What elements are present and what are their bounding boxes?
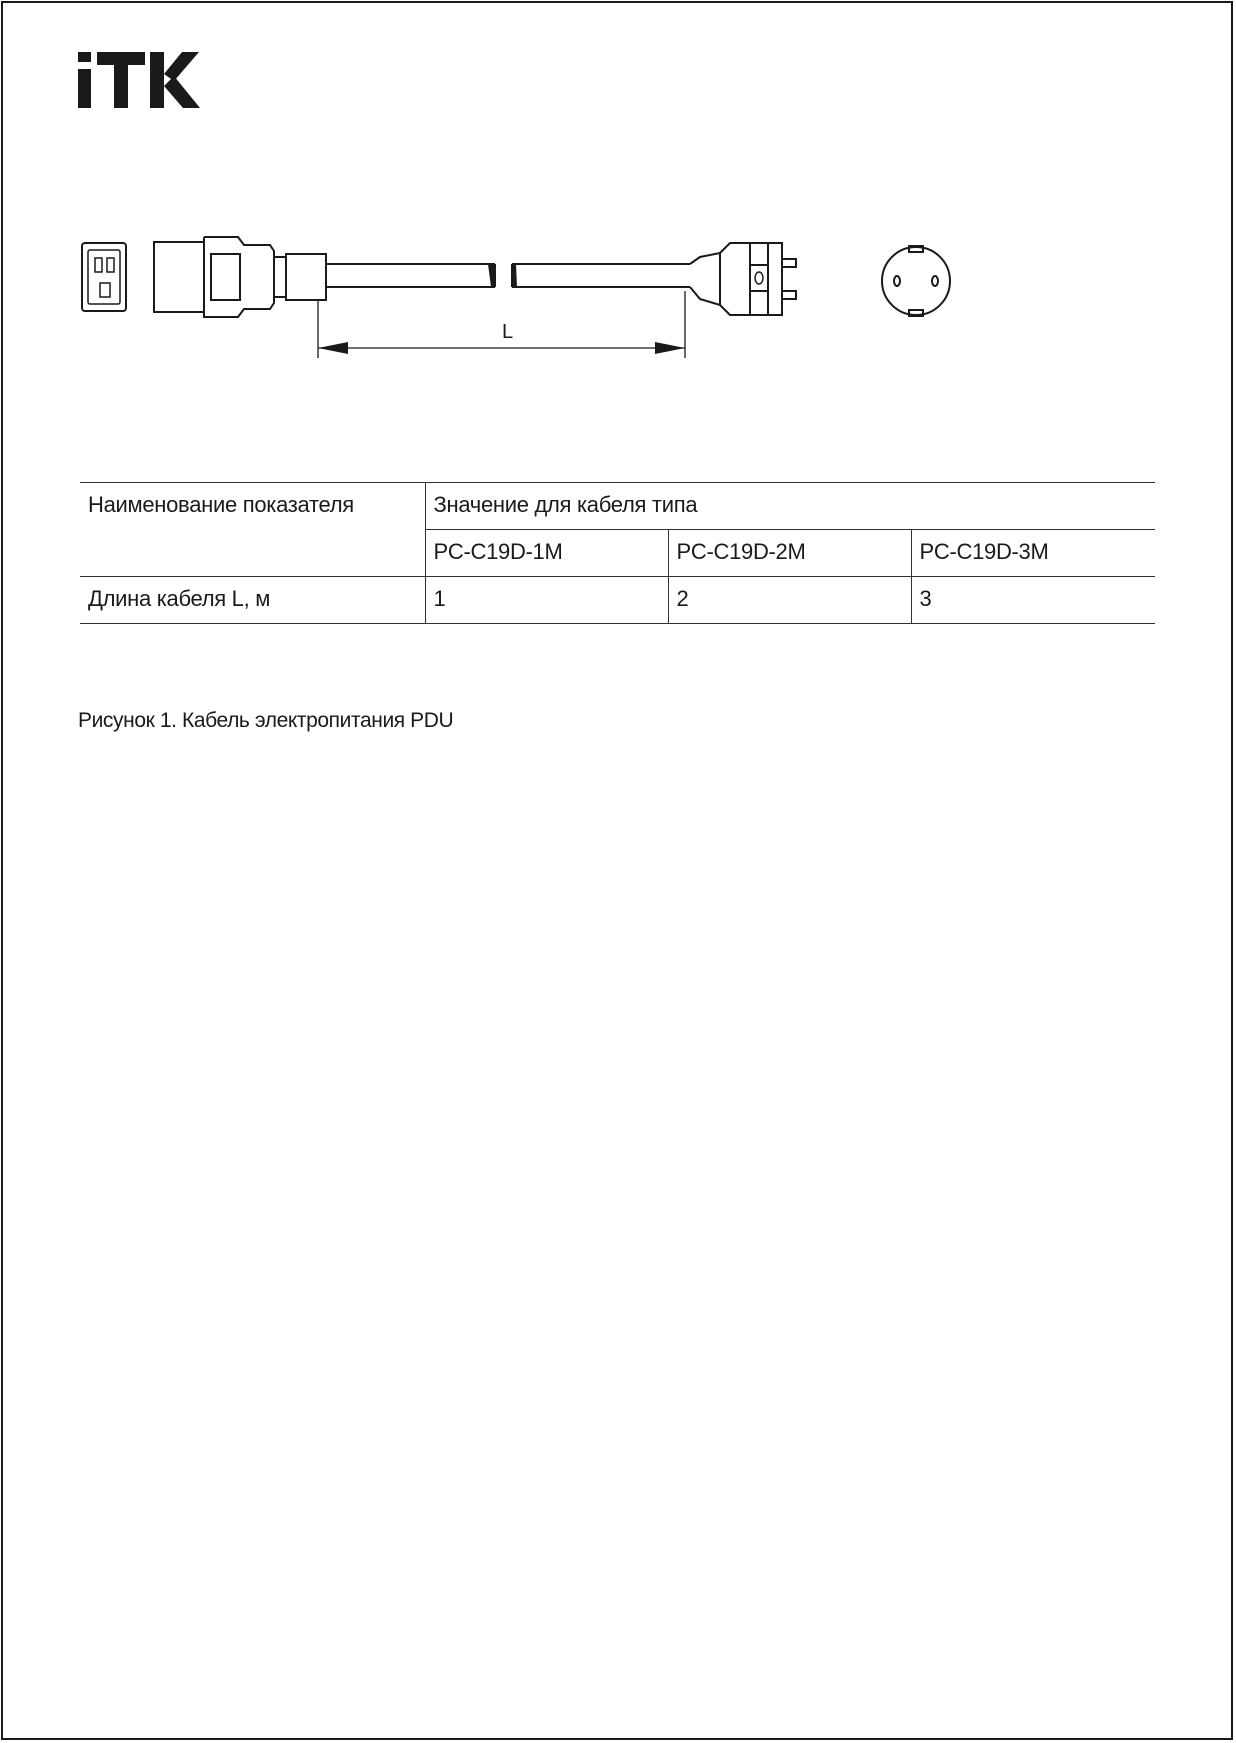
- header-param: Наименование показателя: [80, 483, 425, 577]
- cable-drawing: [70, 225, 970, 365]
- length-cell: 1: [425, 577, 668, 624]
- c19-connector-face: [82, 243, 126, 311]
- table-header-row: [80, 483, 1155, 530]
- spec-table: [80, 482, 1155, 624]
- model-cell: PC-C19D-2M: [668, 530, 911, 577]
- itk-logo: [78, 52, 200, 110]
- length-cell: 2: [668, 577, 911, 624]
- figure-caption: Рисунок 1. Кабель электропитания PDU: [78, 709, 454, 732]
- model-cell: PC-C19D-1M: [425, 530, 668, 577]
- dimension-label: L: [502, 321, 514, 343]
- header-value: Значение для кабеля типа: [425, 483, 1155, 530]
- c19-connector-side: [154, 237, 326, 317]
- model-cell: PC-C19D-3M: [911, 530, 1155, 577]
- cable: [326, 264, 690, 287]
- table-row: [80, 577, 1155, 624]
- schuko-plug-face: [882, 246, 950, 316]
- schuko-plug-side: [690, 243, 796, 315]
- length-cell: 3: [911, 577, 1155, 624]
- row-label: Длина кабеля L, м: [80, 577, 425, 624]
